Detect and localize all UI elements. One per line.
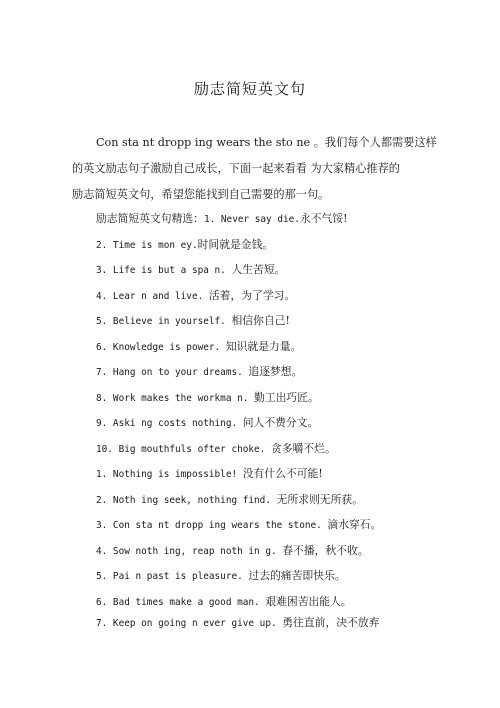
list-item [96,487,436,513]
list-item [96,538,436,564]
quote-english: 8. Work makes the workma n. [96,392,255,404]
quote-chinese: 没有什么不可能! [242,467,323,480]
quote-english: 2. Time is mon ey. [96,239,198,251]
quote-chinese: 知识就是力量。 [225,339,302,353]
quote-english: 4. Sow noth ing, reap noth in g. [96,545,283,557]
list-item [96,589,436,615]
quote-chinese: 滴水穿石。 [327,518,382,531]
quote-english: 5. Pai n past is pleasure. [96,571,249,582]
list-item [96,563,436,589]
quote-chinese: 追逐梦想。 [248,365,303,378]
quote-english: 3. Life is but a spa n. [96,265,232,276]
quote-english: 10. Big mouthfuls ofter choke. [96,443,271,455]
quote-english: 6. Bad times make a good man. [96,596,266,608]
quote-chinese: 勇往直前，决不放弃 [282,616,380,629]
quote-english: 1. Nothing is impossible! [96,469,243,480]
quote-chinese: 艰难困苦出能人。 [265,594,352,608]
quote-chinese: 人生苦短。 [231,263,286,276]
list-item [96,410,436,436]
quote-chinese: 勤工出巧匠。 [254,390,319,404]
quote-chinese: 永不气馁! [299,212,348,225]
quote-chinese: 无所求则无所获。 [276,492,363,506]
quote-chinese: 春不播，秋不收。 [282,543,369,557]
list-item [96,614,436,632]
quote-english: 9. Aski ng costs nothing. [96,418,243,429]
list-item [96,359,436,385]
intro-line: 励志简短英文句，希望您能找到自己需要的那一句。 [72,188,330,201]
quote-list [96,206,436,632]
quote-chinese: 活着，为了学习。 [208,288,296,302]
list-item [96,461,436,487]
quote-english: 5. Believe in yourself. [96,316,232,327]
quote-chinese: 过去的痛苦即快乐。 [248,569,346,582]
list-item [96,206,436,232]
list-item [96,283,436,309]
quote-chinese: 相信你自己! [231,314,290,327]
list-item [96,385,436,411]
intro-line: 的英文励志句子激励自己成长，下面一起来看看 为大家精心推荐的 [72,162,400,175]
quote-english: 4. Lear n and live. [96,290,209,302]
quote-english: 6. Knowledge is power. [96,341,226,353]
quote-english: 3. Con sta nt dropp ing wears the stone. [96,520,328,531]
quote-chinese: 问人不费分文。 [242,416,319,429]
quote-english: 2. Noth ing seek, nothing find. [96,494,277,506]
list-item [96,512,436,538]
quote-english: 7. Keep on going n ever give up. [96,618,283,629]
list-item [96,334,436,360]
list-item [96,232,436,258]
quote-chinese: 贪多嚼不烂。 [270,441,336,455]
quote-english: 1. Never say die. [203,214,300,225]
list-item [96,308,436,334]
quote-chinese: 时间就是金钱。 [197,237,274,251]
list-item [96,436,436,462]
list-heading: 励志简短英文句精选： [96,212,204,225]
page-title: 励志简短英文句 [193,80,306,98]
quote-english: 7. Hang on to your dreams. [96,367,249,378]
list-item [96,257,436,283]
intro-line: Con sta nt dropp ing wears the sto ne 。我们每个人都需要这样 [96,136,437,149]
intro-paragraph [72,130,437,208]
